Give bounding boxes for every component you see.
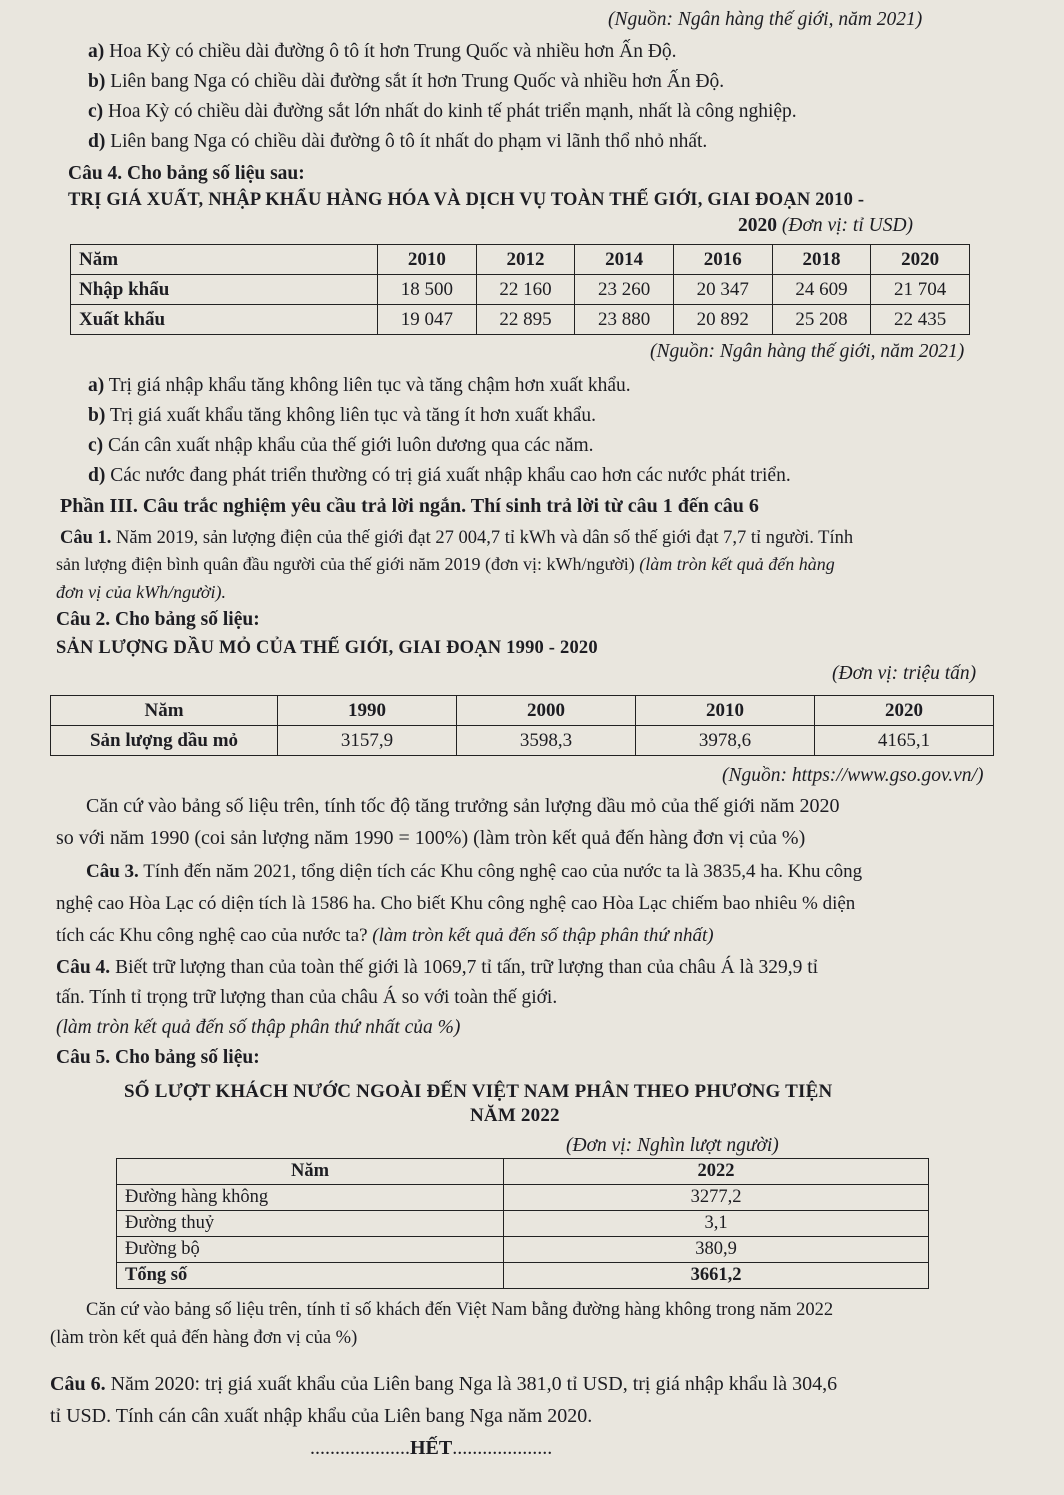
top-source: (Nguồn: Ngân hàng thế giới, năm 2021) [608, 9, 923, 30]
prev-option-c: c) Hoa Kỳ có chiều dài đường sắt lớn nhất do kinh tế phát triển mạnh, nhất là công nghiệp. [88, 101, 797, 122]
prev-option-a: a) Hoa Kỳ có chiều dài đường ô tô ít hơn Trung Quốc và nhiều hơn Ấn Độ. [88, 41, 677, 62]
c4-line3: (làm tròn kết quả đến số thập phân thứ nhất của %) [56, 1017, 461, 1038]
table-cell: 2020 [815, 696, 994, 726]
table-cell: Năm [71, 245, 378, 275]
c1-line1: Câu 1. Năm 2019, sản lượng điện của thế giới đạt 27 004,7 tỉ kWh và dân số thế giới đạt 7,7 tỉ người. Tính [60, 528, 854, 548]
table-cell: 1990 [278, 696, 457, 726]
end-marker: ....................HẾT.................... [310, 1437, 553, 1459]
table-cell: 3598,3 [457, 726, 636, 756]
table-cell: 20 892 [673, 305, 772, 335]
table-cell: 23 260 [575, 275, 674, 305]
c3-line2: nghệ cao Hòa Lạc có diện tích là 1586 ha. Cho biết Khu công nghệ cao Hòa Lạc chiếm bao nhiêu % diện [56, 893, 856, 914]
table-cell: Năm [117, 1159, 504, 1185]
prev-option-d: d) Liên bang Nga có chiều dài đường ô tô ít nhất do phạm vi lãnh thổ nhỏ nhất. [88, 131, 708, 152]
table-cell: Đường hàng không [117, 1185, 504, 1211]
table-cell: 22 435 [871, 305, 970, 335]
table-cell: Tổng số [117, 1263, 504, 1289]
table-cell: 22 895 [476, 305, 575, 335]
table-row [117, 1263, 929, 1289]
table-cell: 2022 [504, 1159, 929, 1185]
c4-line1: Câu 4. Biết trữ lượng than của toàn thế giới là 1069,7 tỉ tấn, trữ lượng than của châu Á là 329,9 tỉ [56, 957, 819, 978]
table-row [51, 696, 994, 726]
table-cell: 2018 [772, 245, 871, 275]
table-cell: 2012 [476, 245, 575, 275]
prev-option-b: b) Liên bang Nga có chiều dài đường sắt ít hơn Trung Quốc và nhiều hơn Ấn Độ. [88, 71, 725, 92]
table-cell: 19 047 [378, 305, 477, 335]
table-cell: Đường bộ [117, 1237, 504, 1263]
part3-heading: Phần III. Câu trắc nghiệm yêu cầu trả lời ngắn. Thí sinh trả lời từ câu 1 đến câu 6 [60, 495, 759, 517]
c3-line1: Câu 3. Tính đến năm 2021, tổng diện tích các Khu công nghệ cao của nước ta là 3835,4 ha. Khu công [86, 861, 863, 882]
q4-title: TRỊ GIÁ XUẤT, NHẬP KHẨU HÀNG HÓA VÀ DỊCH VỤ TOÀN THẾ GIỚI, GIAI ĐOẠN 2010 - [68, 190, 865, 210]
c4-line2: tấn. Tính tỉ trọng trữ lượng than của châu Á so với toàn thế giới. [56, 987, 558, 1008]
table-cell: 25 208 [772, 305, 871, 335]
table-cell: 2010 [636, 696, 815, 726]
table-cell: 23 880 [575, 305, 674, 335]
table-cell: 3978,6 [636, 726, 815, 756]
q4-title-unit: 2020 (Đơn vị: tỉ USD) [738, 215, 914, 236]
c3-line3: tích các Khu công nghệ cao của nước ta? (làm tròn kết quả đến số thập phân thứ nhất) [56, 925, 714, 946]
q4-option-d: d) Các nước đang phát triển thường có trị giá xuất nhập khẩu cao hơn các nước phát triển. [88, 465, 791, 486]
table-cell: 3277,2 [504, 1185, 929, 1211]
q4-option-a: a) Trị giá nhập khẩu tăng không liên tục và tăng chậm hơn xuất khẩu. [88, 375, 631, 396]
c2-title: SẢN LƯỢNG DẦU MỎ CỦA THẾ GIỚI, GIAI ĐOẠN 1990 - 2020 [56, 638, 598, 658]
c6-line1: Câu 6. Năm 2020: trị giá xuất khẩu của Liên bang Nga là 381,0 tỉ USD, trị giá nhập khẩu là 304,6 [50, 1373, 838, 1395]
table-cell: 2016 [673, 245, 772, 275]
c2-table [50, 695, 994, 756]
table-cell: Sản lượng dầu mỏ [51, 726, 278, 756]
table-cell: 2010 [378, 245, 477, 275]
table-row [51, 726, 994, 756]
table-row [117, 1185, 929, 1211]
c5-table [116, 1158, 929, 1289]
q4-table [70, 244, 970, 335]
table-cell: Nhập khẩu [71, 275, 378, 305]
c2-source: (Nguồn: https://www.gso.gov.vn/) [722, 765, 984, 786]
c5-title-line1: SỐ LƯỢT KHÁCH NƯỚC NGOÀI ĐẾN VIỆT NAM PHÂN THEO PHƯƠNG TIỆN [124, 1081, 833, 1102]
c2-intro: Câu 2. Cho bảng số liệu: [56, 609, 260, 630]
table-cell: 2014 [575, 245, 674, 275]
table-cell: 21 704 [871, 275, 970, 305]
c5-intro: Câu 5. Cho bảng số liệu: [56, 1047, 260, 1068]
c5-unit: (Đơn vị: Nghìn lượt người) [566, 1135, 779, 1156]
c2-line1: Căn cứ vào bảng số liệu trên, tính tốc độ tăng trưởng sản lượng dầu mỏ của thế giới năm 2020 [86, 795, 840, 817]
table-cell: 3157,9 [278, 726, 457, 756]
table-cell: 2020 [871, 245, 970, 275]
table-cell: 22 160 [476, 275, 575, 305]
table-row [117, 1211, 929, 1237]
c1-line3: đơn vị của kWh/người). [56, 582, 226, 602]
table-cell: Năm [51, 696, 278, 726]
table-cell: Xuất khẩu [71, 305, 378, 335]
table-row [71, 245, 970, 275]
table-cell: 2000 [457, 696, 636, 726]
q4-option-b: b) Trị giá xuất khẩu tăng không liên tục và tăng ít hơn xuất khẩu. [88, 405, 597, 426]
c5-line2: (làm tròn kết quả đến hàng đơn vị của %) [50, 1328, 358, 1348]
table-cell: 18 500 [378, 275, 477, 305]
table-row [71, 275, 970, 305]
c6-line2: tỉ USD. Tính cán cân xuất nhập khẩu của Liên bang Nga năm 2020. [50, 1405, 593, 1427]
table-cell: 4165,1 [815, 726, 994, 756]
table-cell: 24 609 [772, 275, 871, 305]
table-row [117, 1237, 929, 1263]
q4-option-c: c) Cán cân xuất nhập khẩu của thế giới luôn dương qua các năm. [88, 435, 594, 456]
c2-unit: (Đơn vị: triệu tấn) [832, 663, 977, 684]
table-cell: 3,1 [504, 1211, 929, 1237]
c1-line2: sản lượng điện bình quân đầu người của thế giới năm 2019 (đơn vị: kWh/người) (làm tròn kết quả đến hàng [56, 554, 835, 574]
table-row [117, 1159, 929, 1185]
c5-title-line2: NĂM 2022 [470, 1105, 560, 1126]
table-row [71, 305, 970, 335]
q4-source: (Nguồn: Ngân hàng thế giới, năm 2021) [650, 341, 965, 362]
table-cell: 20 347 [673, 275, 772, 305]
table-cell: 3661,2 [504, 1263, 929, 1289]
c5-line1: Căn cứ vào bảng số liệu trên, tính tỉ số khách đến Việt Nam bằng đường hàng không trong năm 2022 [86, 1300, 834, 1320]
table-cell: 380,9 [504, 1237, 929, 1263]
c2-line2: so với năm 1990 (coi sản lượng năm 1990 = 100%) (làm tròn kết quả đến hàng đơn vị của %) [56, 827, 806, 849]
q4-intro: Câu 4. Cho bảng số liệu sau: [68, 163, 305, 184]
table-cell: Đường thuỷ [117, 1211, 504, 1237]
